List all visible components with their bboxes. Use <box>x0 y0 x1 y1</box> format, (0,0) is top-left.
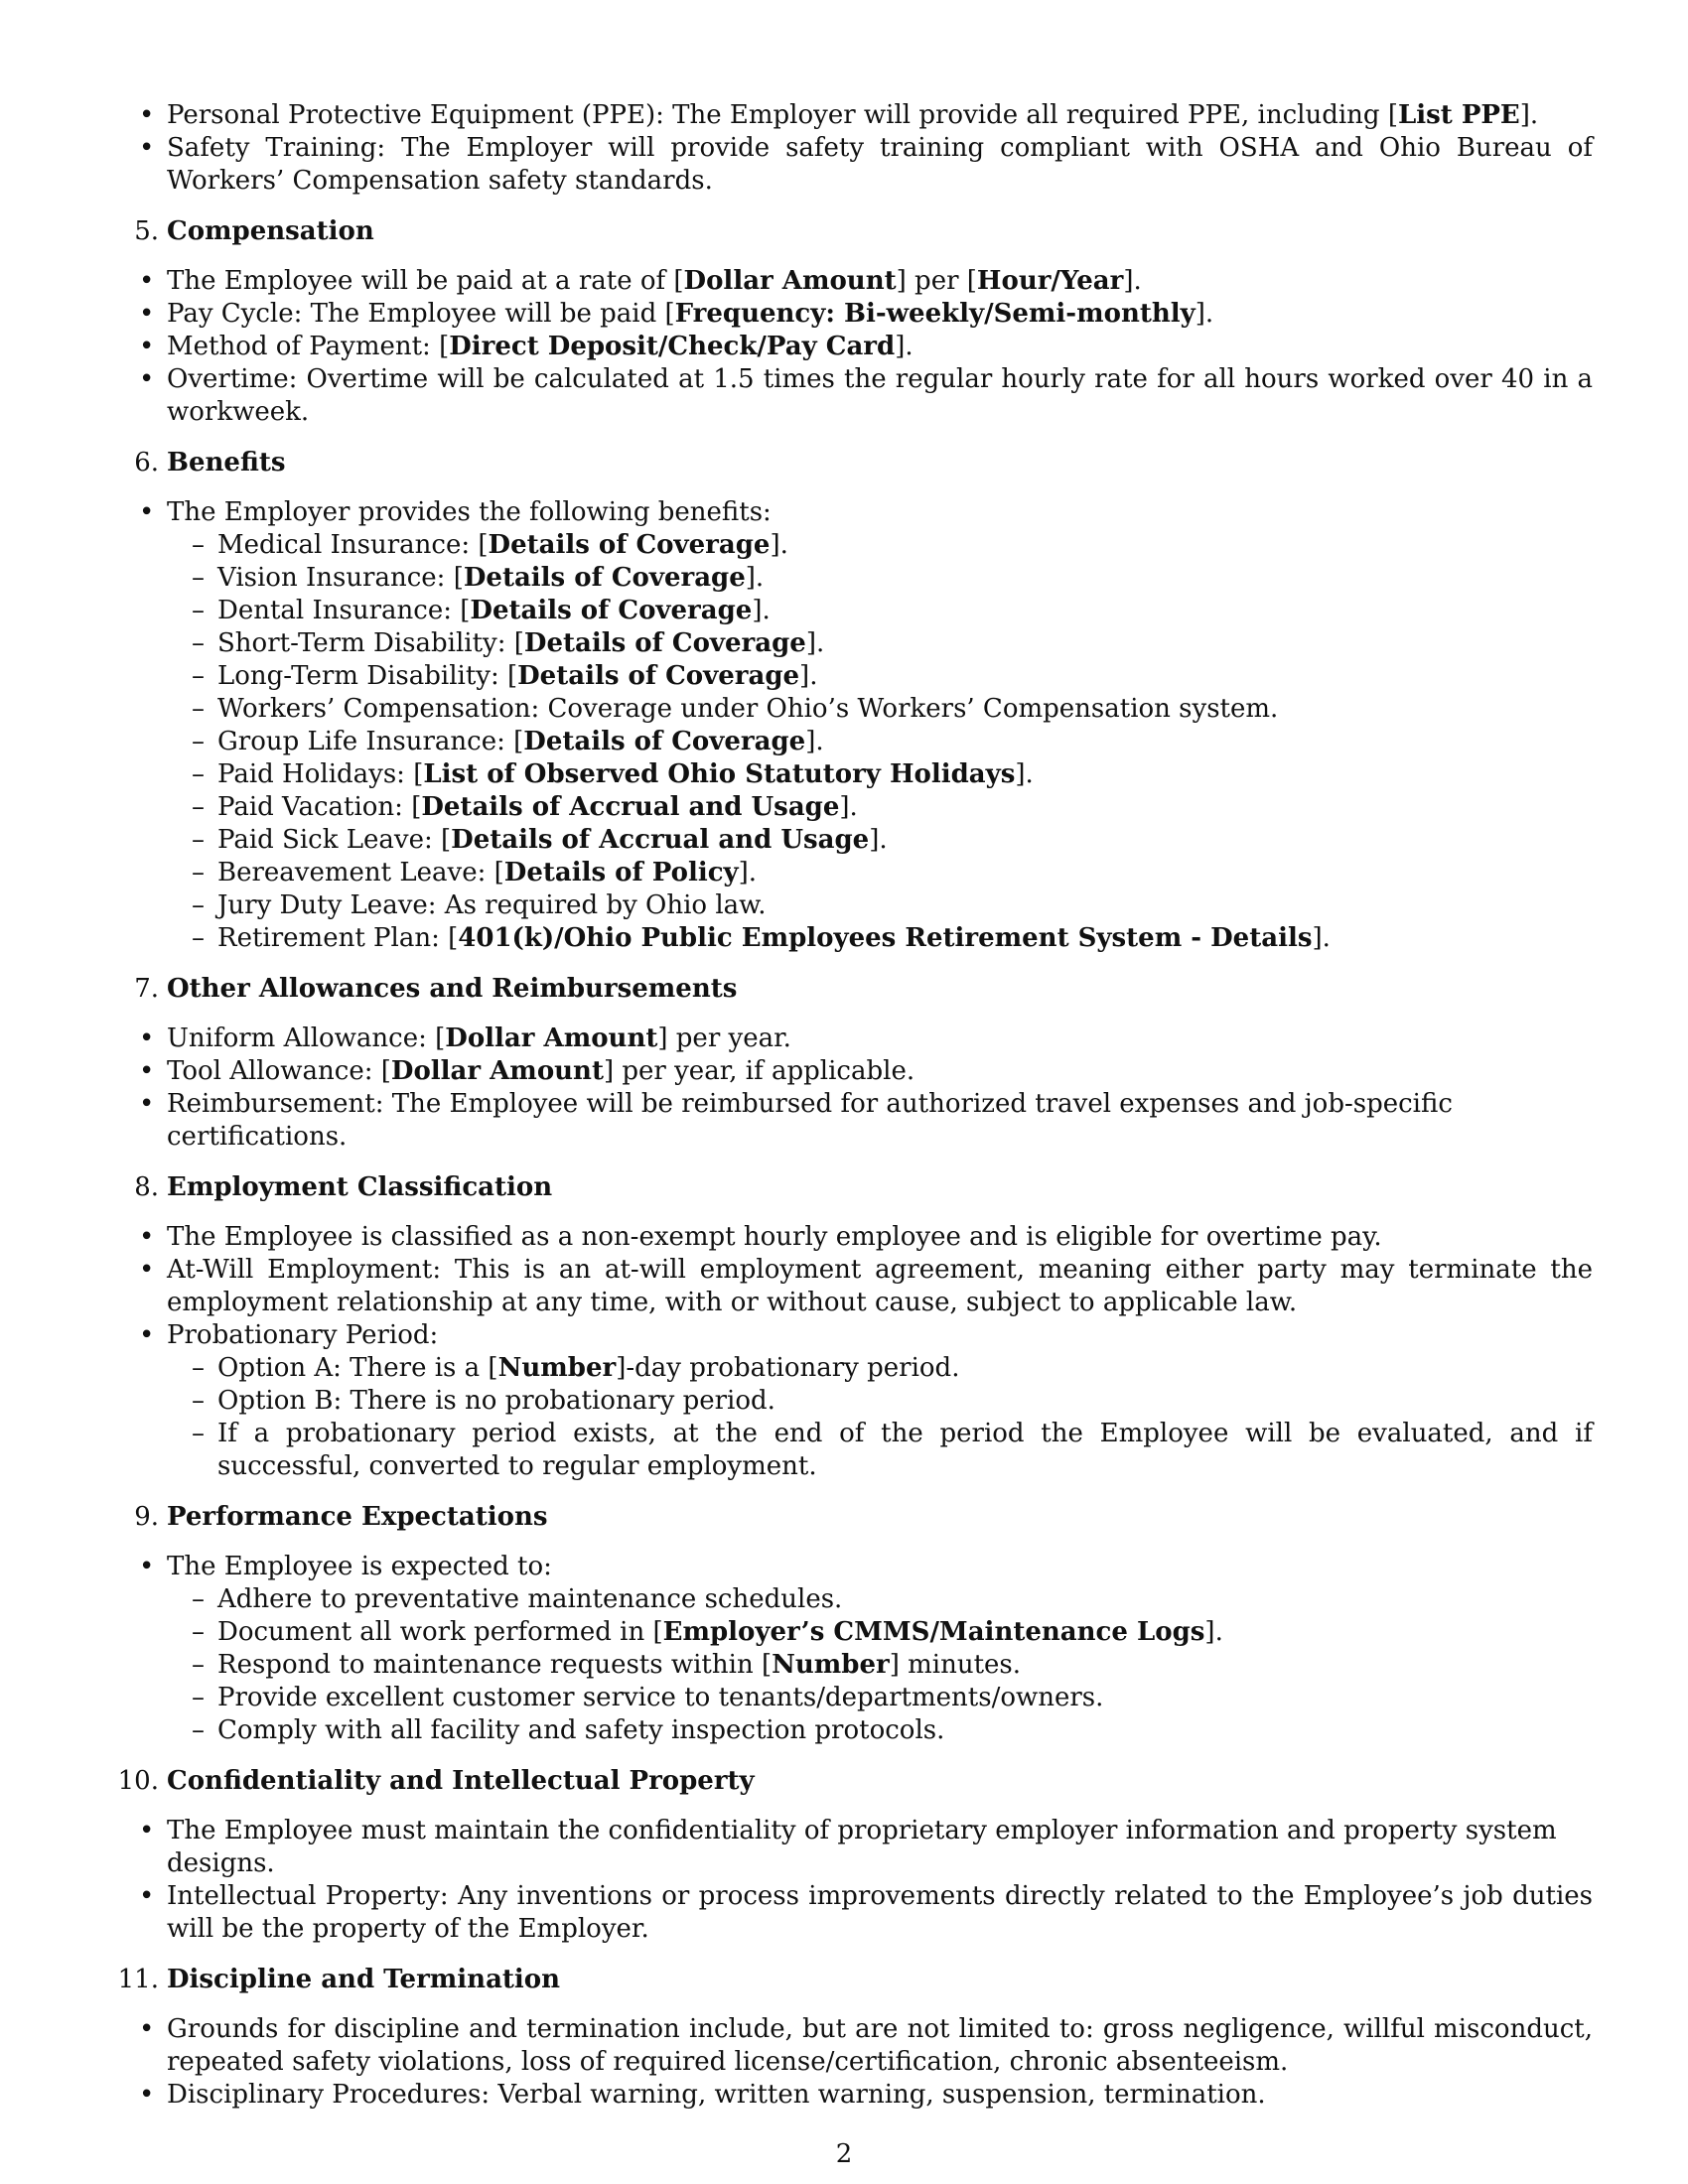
list-item: • Intellectual Property: Any inventions or process improvements directly related to the Employee’s job duties will be the property of the Employer. <box>105 1880 1593 1946</box>
section-heading: 8. Employment Classification <box>134 1172 553 1202</box>
section-classification <box>134 1171 1593 1483</box>
sub-list-item: – Comply with all facility and safety inspection protocols. <box>105 1714 1593 1747</box>
list-item: • At-Will Employment: This is an at-will employment agreement, meaning either party may terminate the employment relationship at any time, with or without cause, subject to applicable law. <box>105 1254 1593 1319</box>
section-allowances <box>134 973 1593 1154</box>
list-item: • Safety Training: The Employer will provide safety training compliant with OSHA and Ohio Bureau of Workers’ Compensation safety standards. <box>105 132 1593 198</box>
sub-list-item: – Option B: There is no probationary period. <box>105 1385 1593 1418</box>
section-heading: 9. Performance Expectations <box>134 1502 548 1532</box>
list-item: • Reimbursement: The Employee will be reimbursed for authorized travel expenses and job-specific certifications. <box>105 1088 1593 1154</box>
sub-list-item: – Workers’ Compensation: Coverage under Ohio’s Workers’ Compensation system. <box>105 693 1593 726</box>
section-compensation <box>134 215 1593 429</box>
sub-list-item: – Adhere to preventative maintenance schedules. <box>105 1583 1593 1616</box>
section-confidentiality <box>117 1765 1593 1946</box>
list-item: • The Employee is classified as a non-exempt hourly employee and is eligible for overtime pay. <box>105 1221 1593 1254</box>
list-item: • The Employee is expected to: <box>105 1551 1593 1583</box>
sub-list-item: – Paid Vacation: [Details of Accrual and Usage]. <box>105 791 1593 824</box>
sub-list <box>105 529 1593 955</box>
section-heading: 7. Other Allowances and Reimbursements <box>134 974 738 1004</box>
bullet-list <box>105 265 1593 429</box>
sub-list-item: – Jury Duty Leave: As required by Ohio law. <box>105 889 1593 922</box>
sub-list-item: – Group Life Insurance: [Details of Coverage]. <box>105 726 1593 758</box>
sub-list-item: – Short-Term Disability: [Details of Coverage]. <box>105 627 1593 660</box>
sub-list-item: – Vision Insurance: [Details of Coverage]. <box>105 562 1593 595</box>
list-item: • The Employer provides the following benefits: <box>105 496 1593 529</box>
list-item: • Probationary Period: <box>105 1319 1593 1352</box>
section-benefits <box>134 447 1593 955</box>
list-item: • Overtime: Overtime will be calculated at 1.5 times the regular hourly rate for all hours worked over 40 in a workweek. <box>105 363 1593 429</box>
list-item: • The Employee must maintain the confidentiality of proprietary employer information and property system designs. <box>105 1815 1593 1880</box>
list-item: • Disciplinary Procedures: Verbal warning, written warning, suspension, termination. <box>105 2079 1593 2112</box>
bullet-list <box>105 1221 1593 1319</box>
sub-list-item: – Provide excellent customer service to tenants/departments/owners. <box>105 1682 1593 1714</box>
sub-list-item: – Paid Holidays: [List of Observed Ohio Statutory Holidays]. <box>105 758 1593 791</box>
list-item: • The Employee will be paid at a rate of [Dollar Amount] per [Hour/Year]. <box>105 265 1593 298</box>
section-heading: 6. Benefits <box>134 448 286 478</box>
sub-list-item: – Document all work performed in [Employer’s CMMS/Maintenance Logs]. <box>105 1616 1593 1649</box>
sub-list-item: – Respond to maintenance requests within [Number] minutes. <box>105 1649 1593 1682</box>
intro-list <box>105 99 1593 198</box>
list-item: • Method of Payment: [Direct Deposit/Check/Pay Card]. <box>105 331 1593 363</box>
sub-list-item: – If a probationary period exists, at the end of the period the Employee will be evaluated, and if successful, converted to regular employment. <box>105 1418 1593 1483</box>
sub-list <box>105 1583 1593 1747</box>
sub-list-item: – Option A: There is a [Number]-day probationary period. <box>105 1352 1593 1385</box>
sub-list-item: – Bereavement Leave: [Details of Policy]. <box>105 857 1593 889</box>
list-item: • Uniform Allowance: [Dollar Amount] per year. <box>105 1023 1593 1055</box>
document-page <box>117 99 1593 2112</box>
bullet-list <box>105 1023 1593 1154</box>
section-performance <box>134 1501 1593 1747</box>
list-item: • Personal Protective Equipment (PPE): The Employer will provide all required PPE, including [List PPE]. <box>105 99 1593 132</box>
list-item: • Grounds for discipline and termination include, but are not limited to: gross negligence, willful misconduct, repeated safety violations, loss of required license/certification, chronic absenteeism. <box>105 2013 1593 2079</box>
bullet-list <box>105 2013 1593 2112</box>
sub-list-item: – Dental Insurance: [Details of Coverage]. <box>105 595 1593 627</box>
sub-list-item: – Retirement Plan: [401(k)/Ohio Public Employees Retirement System - Details]. <box>105 922 1593 955</box>
section-heading: 11. Discipline and Termination <box>117 1965 561 1994</box>
sub-list-item: – Long-Term Disability: [Details of Coverage]. <box>105 660 1593 693</box>
section-discipline <box>117 1964 1593 2112</box>
sub-list <box>105 1352 1593 1483</box>
list-item: • Pay Cycle: The Employee will be paid [Frequency: Bi-weekly/Semi-monthly]. <box>105 298 1593 331</box>
sub-list-item: – Paid Sick Leave: [Details of Accrual and Usage]. <box>105 824 1593 857</box>
sub-list-item: – Medical Insurance: [Details of Coverage]. <box>105 529 1593 562</box>
section-heading: 10. Confidentiality and Intellectual Property <box>117 1766 755 1796</box>
page-number: 2 <box>835 2139 853 2169</box>
bullet-list <box>105 1815 1593 1946</box>
section-heading: 5. Compensation <box>134 216 374 246</box>
list-item: • Tool Allowance: [Dollar Amount] per year, if applicable. <box>105 1055 1593 1088</box>
